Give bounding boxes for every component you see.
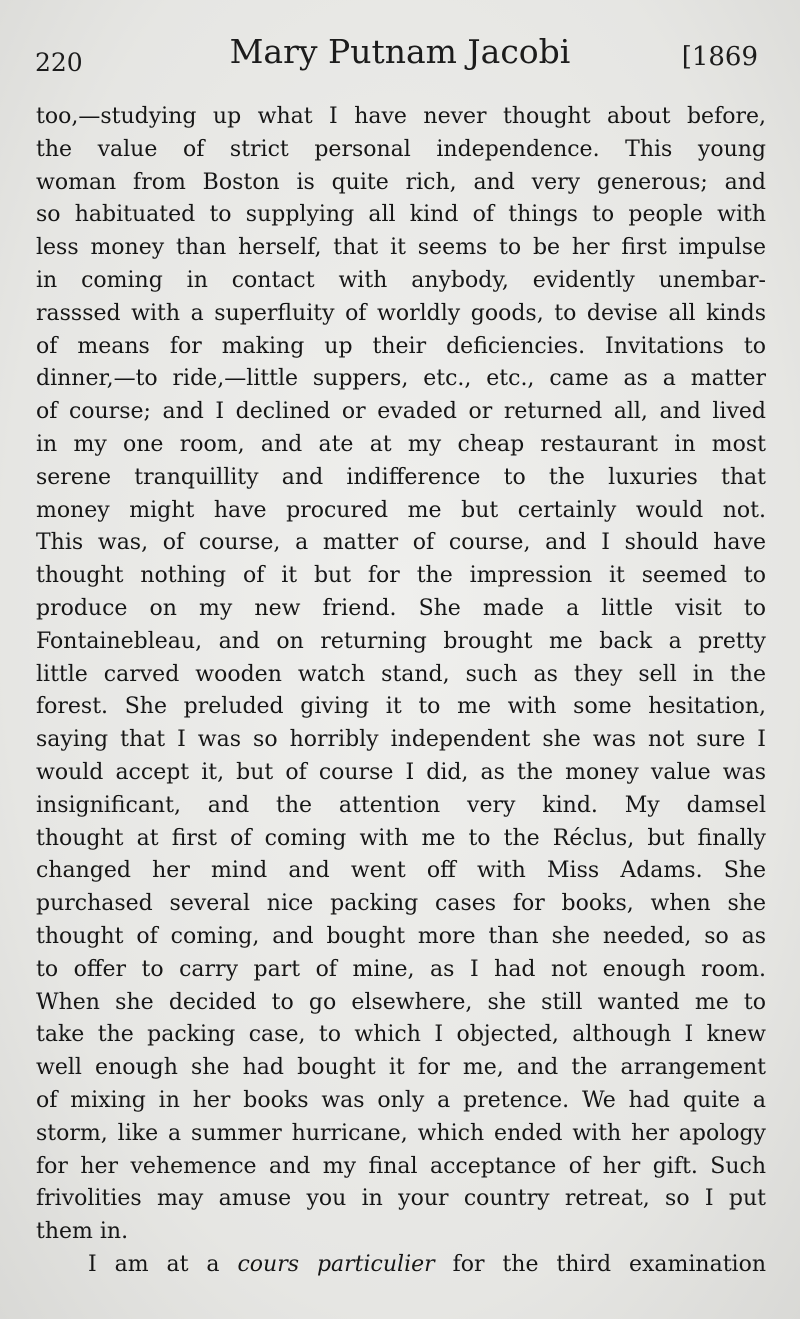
- text-line: purchased several nice packing cases for books, when she: [36, 891, 766, 917]
- text-line: for her vehemence and my final acceptance of her gift. Such: [36, 1153, 766, 1179]
- text-line: take the packing case, to which I objected, although I knew: [36, 1022, 766, 1048]
- text-line: would accept it, but of course I did, as the money value was: [36, 759, 766, 785]
- text-line: dinner,—to ride,—little suppers, etc., etc., came as a matter: [36, 366, 766, 392]
- text-line: of course; and I declined or evaded or returned all, and lived: [36, 399, 766, 425]
- text-line: less money than herself, that it seems to be her first impulse: [36, 235, 766, 261]
- text-line: them in.: [36, 1219, 129, 1245]
- text-line: Fontainebleau, and on returning brought me back a pretty: [36, 628, 766, 654]
- year-marker: [1869: [681, 42, 758, 72]
- text-line: forest. She preluded giving it to me with some hesitation,: [36, 694, 766, 720]
- italic-phrase: cours particulier: [237, 1251, 435, 1277]
- paragraph-start-line: [36, 1249, 766, 1282]
- text-line: little carved wooden watch stand, such as they sell in the: [36, 661, 766, 687]
- running-title: Mary Putnam Jacobi: [229, 32, 571, 71]
- text-line: in my one room, and ate at my cheap restaurant in most: [36, 431, 766, 457]
- text-line: frivolities may amuse you in your country retreat, so I put: [36, 1186, 766, 1212]
- text-line: insignificant, and the attention very kind. My damsel: [36, 792, 766, 818]
- text-line: thought at first of coming with me to the Réclus, but finally: [36, 825, 766, 851]
- text-line: rasssed with a superfluity of worldly goods, to devise all kinds: [36, 300, 766, 326]
- text-line: produce on my new friend. She made a little visit to: [36, 595, 766, 621]
- text-line: When she decided to go elsewhere, she still wanted me to: [36, 989, 766, 1015]
- text-line: woman from Boston is quite rich, and very generous; and: [36, 169, 766, 195]
- running-header: [0, 30, 800, 90]
- text-line: too,—studying up what I have never thought about before,: [36, 104, 766, 129]
- text-line: money might have procured me but certainly would not.: [36, 497, 766, 523]
- text-segment: for the third examination: [452, 1251, 766, 1277]
- text-line: of means for making up their deficiencies. Invitations to: [36, 333, 766, 359]
- text-segment: I am at a: [88, 1251, 220, 1277]
- text-line: changed her mind and went off with Miss Adams. She: [36, 858, 766, 884]
- text-line: storm, like a summer hurricane, which ended with her apology: [36, 1120, 766, 1146]
- text-line: of mixing in her books was only a pretence. We had quite a: [36, 1087, 766, 1113]
- text-line: so habituated to supplying all kind of things to people with: [36, 202, 766, 228]
- text-line: the value of strict personal independence. This young: [36, 136, 766, 162]
- body-text: [36, 101, 766, 1282]
- text-line: in coming in contact with anybody, evidently unembar-: [36, 267, 766, 293]
- text-line: thought nothing of it but for the impression it seemed to: [36, 563, 766, 589]
- text-line: This was, of course, a matter of course, and I should have: [36, 530, 766, 556]
- text-line: saying that I was so horribly independent she was not sure I: [36, 727, 766, 753]
- text-line: serene tranquillity and indifference to the luxuries that: [36, 464, 766, 490]
- text-line: well enough she had bought it for me, and the arrangement: [36, 1055, 766, 1081]
- text-line: to offer to carry part of mine, as I had not enough room.: [36, 956, 766, 982]
- page-number: 220: [35, 48, 83, 77]
- text-line: thought of coming, and bought more than she needed, so as: [36, 923, 766, 949]
